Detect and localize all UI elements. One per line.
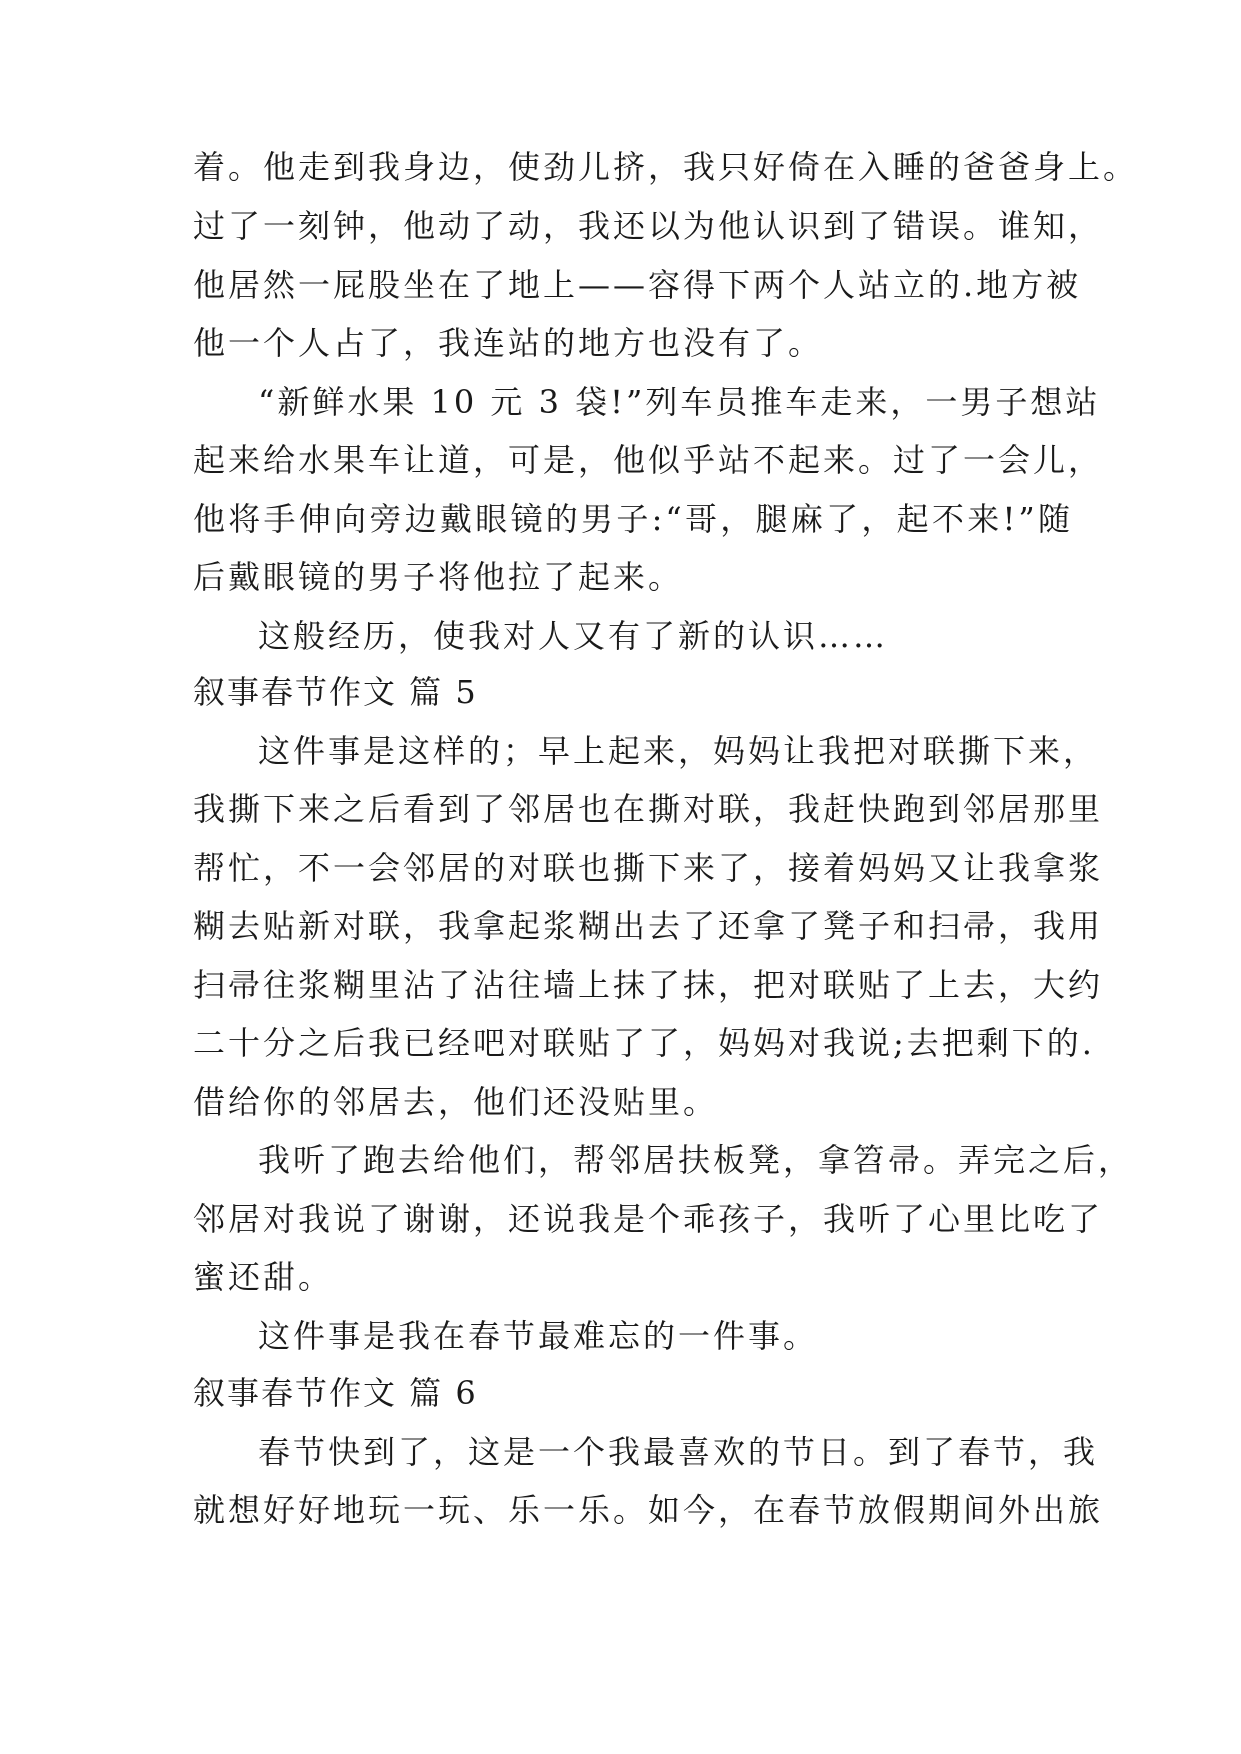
section-heading: 叙事春节作文 篇 6 bbox=[193, 1374, 478, 1412]
section-heading: 叙事春节作文 篇 5 bbox=[193, 673, 478, 711]
text-line: 借给你的邻居去，他们还没贴里。 bbox=[193, 1083, 719, 1121]
text-line: 我撕下来之后看到了邻居也在撕对联，我赶快跑到邻居那里 bbox=[193, 790, 1104, 828]
text-line: 他将手伸向旁边戴眼镜的男子:“哥，腿麻了，起不来!”随 bbox=[193, 500, 1073, 538]
paragraph-start-line: 这件事是这样的；早上起来，妈妈让我把对联撕下来， bbox=[258, 732, 1099, 770]
text-line: 邻居对我说了谢谢，还说我是个乖孩子，我听了心里比吃了 bbox=[193, 1200, 1104, 1238]
text-line: 过了一刻钟，他动了动，我还以为他认识到了错误。谁知， bbox=[193, 207, 1104, 245]
text-line: 糊去贴新对联，我拿起浆糊出去了还拿了凳子和扫帚，我用 bbox=[193, 907, 1104, 945]
paragraph-start-line: 这件事是我在春节最难忘的一件事。 bbox=[258, 1317, 819, 1355]
text-line: 后戴眼镜的男子将他拉了起来。 bbox=[193, 558, 684, 596]
paragraph-start-line: “新鲜水果 10 元 3 袋!”列车员推车走来，一男子想站 bbox=[258, 383, 1101, 421]
text-line: 二十分之后我已经吧对联贴了了，妈妈对我说;去把剩下的. bbox=[193, 1024, 1095, 1062]
text-line: 扫帚往浆糊里沾了沾往墙上抹了抹，把对联贴了上去，大约 bbox=[193, 966, 1104, 1004]
paragraph-start-line: 这般经历，使我对人又有了新的认识…… bbox=[258, 617, 889, 655]
paragraph-start-line: 我听了跑去给他们，帮邻居扶板凳，拿笤帚。弄完之后， bbox=[258, 1141, 1134, 1179]
text-line: 帮忙，不一会邻居的对联也撕下来了，接着妈妈又让我拿浆 bbox=[193, 849, 1104, 887]
text-line: 就想好好地玩一玩、乐一乐。如今，在春节放假期间外出旅 bbox=[193, 1491, 1104, 1529]
text-line: 他一个人占了，我连站的地方也没有了。 bbox=[193, 324, 824, 362]
text-line: 他居然一屁股坐在了地上——容得下两个人站立的.地方被 bbox=[193, 266, 1082, 304]
text-line: 起来给水果车让道，可是，他似乎站不起来。过了一会儿， bbox=[193, 441, 1104, 479]
text-line: 蜜还甜。 bbox=[193, 1258, 334, 1296]
paragraph-start-line: 春节快到了，这是一个我最喜欢的节日。到了春节，我 bbox=[258, 1433, 1099, 1471]
text-line: 着。他走到我身边，使劲儿挤，我只好倚在入睡的爸爸身上。 bbox=[193, 148, 1139, 186]
